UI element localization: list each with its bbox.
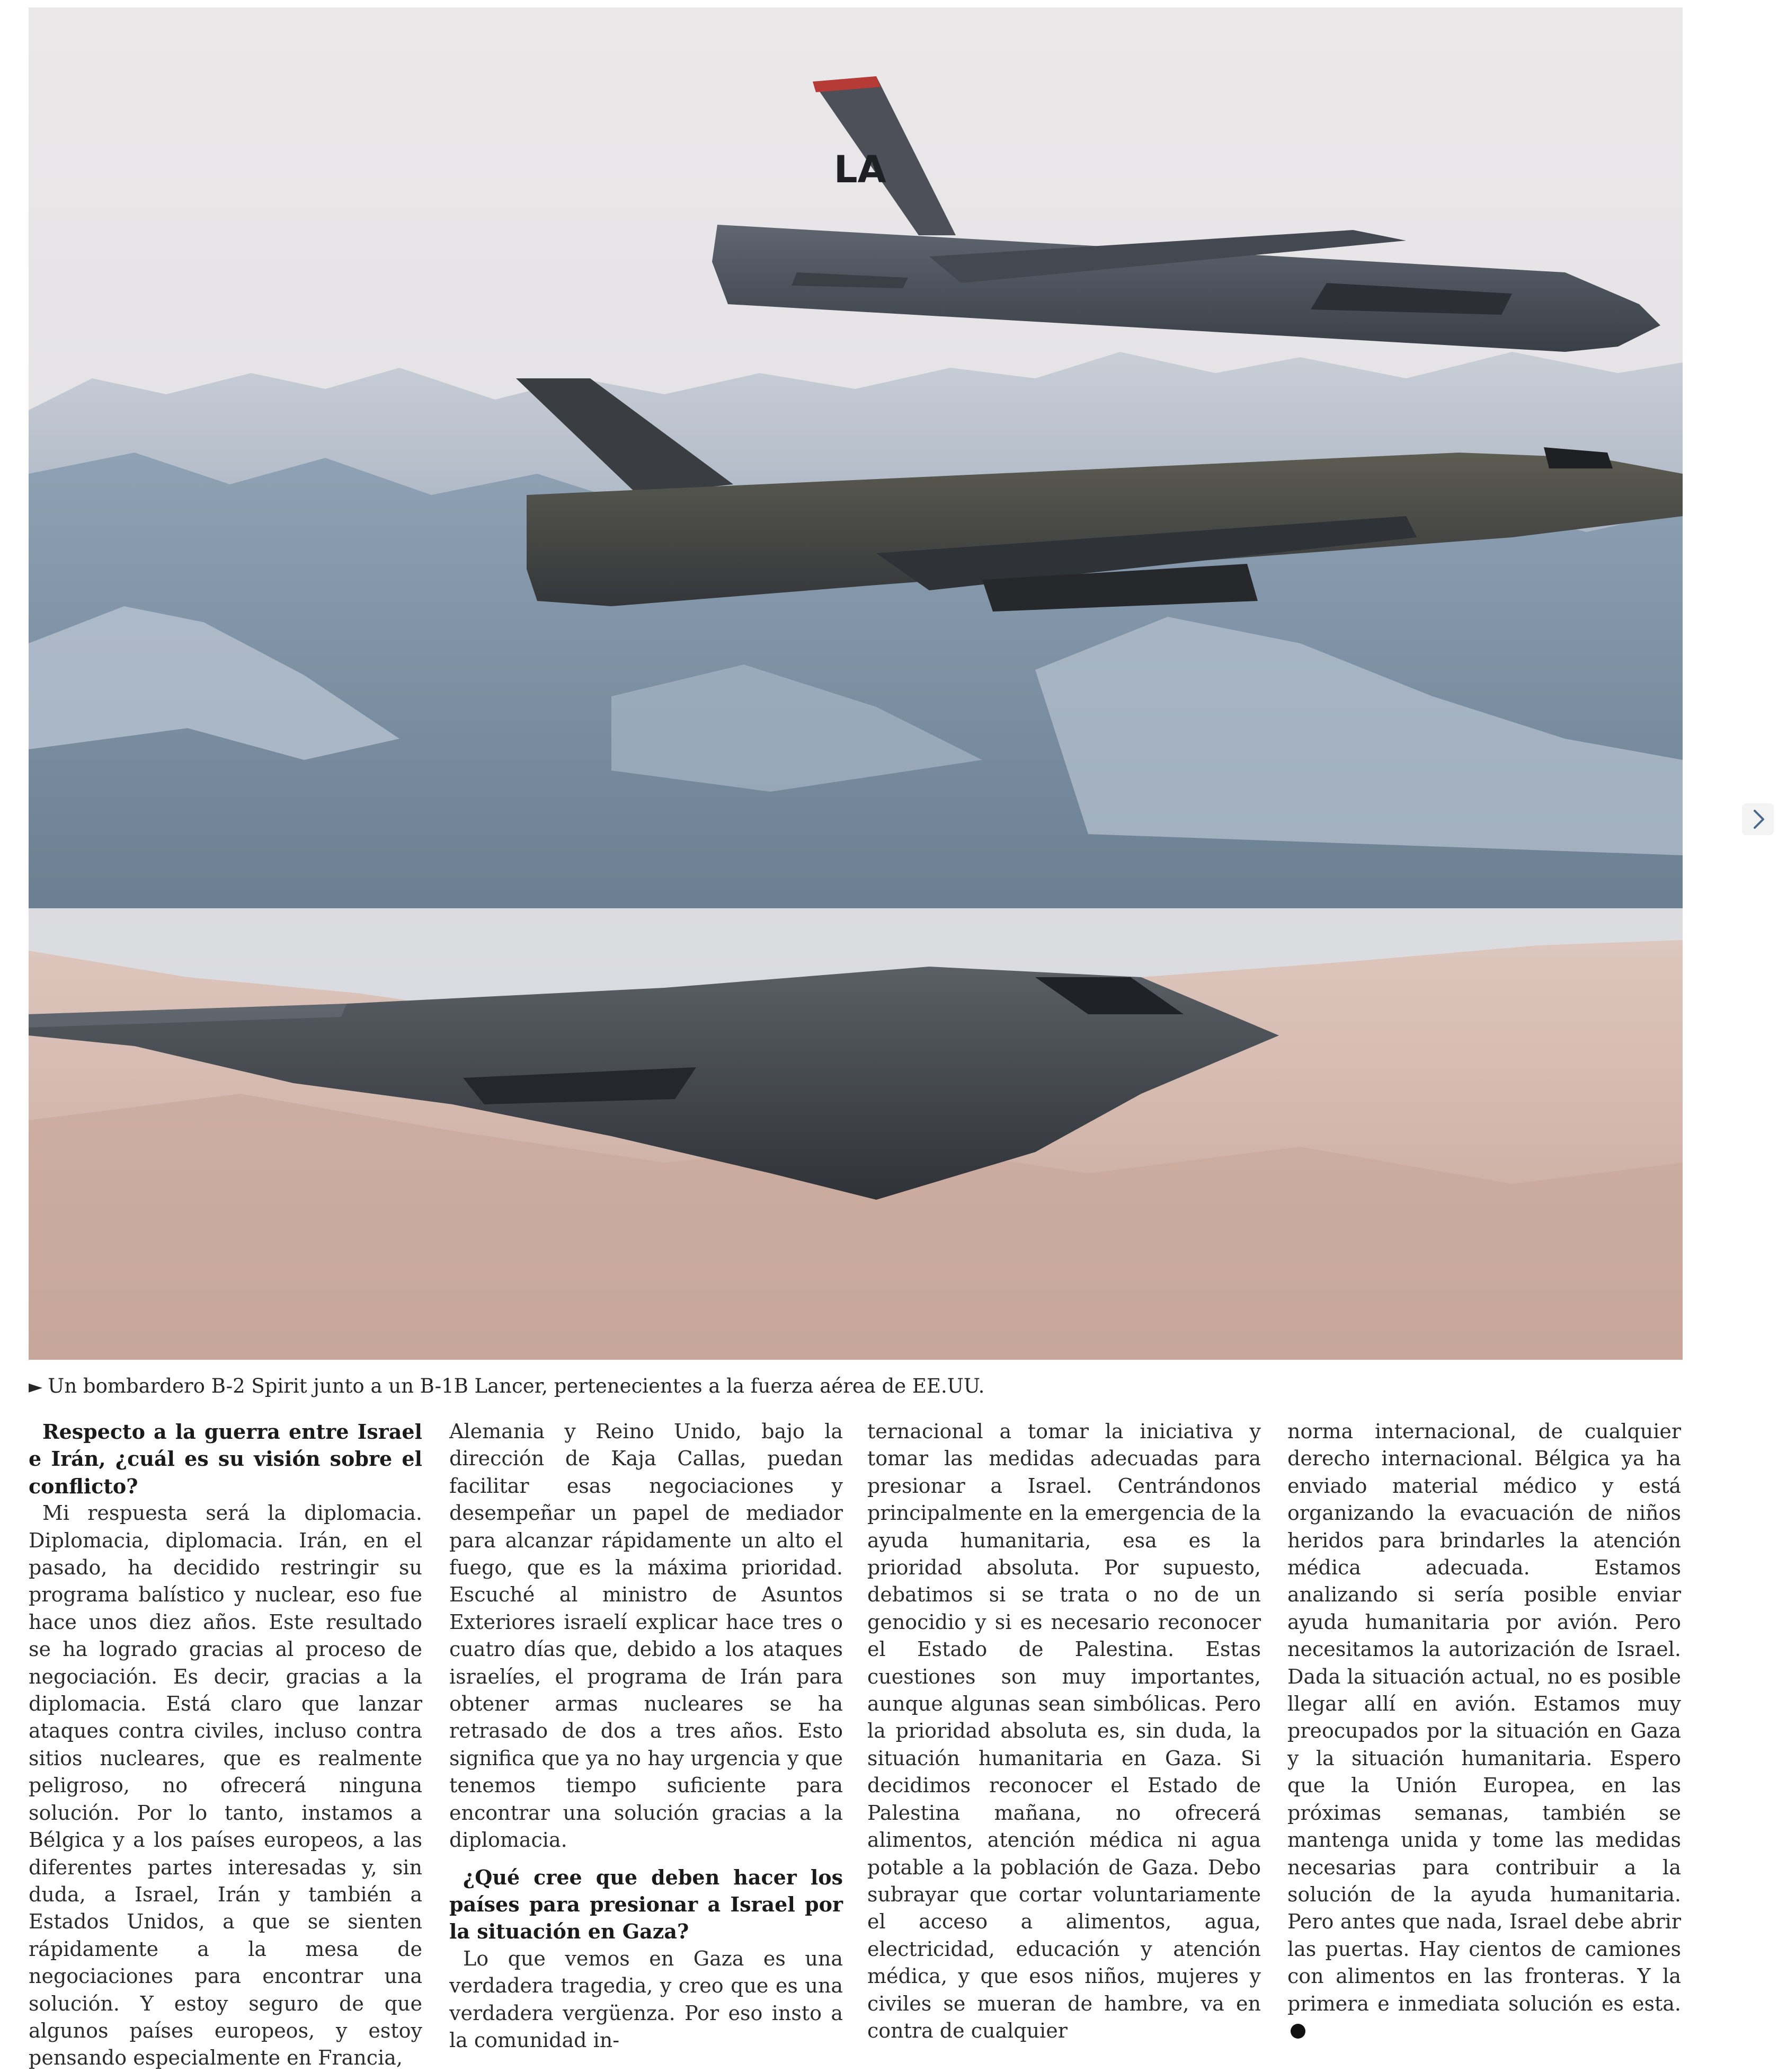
answer-paragraph-1: Mi respuesta será la diplomacia. Diplomacia, diplomacia. Irán, en el pasado, ha decidido restringir su programa balístico y nuclear, eso fue hace unos diez años. Este resultado se ha logrado gracias al proceso de negociación. Es decir, gracias a la diplomacia. Está claro que lanzar ataques contra civiles, incluso contra sitios nucleares, que es realmente peligroso, no ofrecerá ninguna solución. Por lo tanto, instamos a Bélgica y a los países europeos, a las diferentes partes interesadas y, sin duda, a Israel, Irán y también a Estados Unidos, a que se sienten rápidamente a la mesa de negociaciones para encontrar una solución. Y estoy seguro de que algunos países europeos, y estoy pensando especialmente en Francia, [29, 1501, 422, 2070]
article-column-1 [29, 1418, 422, 2070]
tail-code: LA [834, 148, 886, 191]
answer-paragraph-3: Lo que vemos en Gaza es una verdadera tragedia, y creo que es una verdadera vergüenza. Por eso insto a la comunidad in- [449, 1946, 843, 2052]
interview-question-1: Respecto a la guerra entre Israel e Irán, ¿cuál es su visión sobre el conflicto? [29, 1420, 422, 1498]
interview-question-2: ¿Qué cree que deben hacer los países para presionar a Israel por la situación en Gaza? [449, 1865, 843, 1944]
answer-paragraph-5 [1287, 1418, 1681, 2044]
chevron-right-icon [1742, 803, 1774, 835]
end-of-article-dot [1291, 2024, 1305, 2039]
answer-paragraph-4: ternacional a tomar la iniciativa y tomar las medidas adecuadas para presionar a Israel. Centrándonos principalmente en la emergencia de la ayuda humanitaria, esa es la prioridad absoluta. Por supuesto, debatimos si se trata o no de un genocidio y si es necesario reconocer el Estado de Palestina. Estas cuestiones son muy importantes, aunque algunas sean simbólicas. Pero la prioridad absoluta es, sin duda, la situación humanitaria en Gaza. Si decidimos reconocer el Estado de Palestina mañana, no ofrecerá alimentos, atención médica ni agua potable a la población de Gaza. Debo subrayar que cortar voluntariamente el acceso a alimentos, agua, electricidad, educación y atención médica, y que esos niños, mujeres y civiles se mueran de hambre, va en contra de cualquier [867, 1420, 1261, 2042]
answer-paragraph-2: Alemania y Reino Unido, bajo la dirección de Kaja Callas, puedan facilitar esas negociaciones y desempeñar un papel de mediador para alcanzar rápidamente un alto el fuego, que es la máxima prioridad. Escuché al ministro de Asuntos Exteriores israelí explicar hace tres o cuatro días que, debido a los ataques israelíes, el programa de Irán para obtener armas nucleares se ha retrasado de dos a tres años. Esto significa que ya no hay urgencia y que tenemos tiempo suficiente para encontrar una solución gracias a la diplomacia. [449, 1420, 843, 1852]
caption-marker: ► [29, 1376, 43, 1397]
bombers-photo [29, 7, 1683, 1360]
next-page-button[interactable] [1742, 803, 1774, 835]
photo-caption [29, 1370, 1683, 1402]
answer-paragraph-5-text: norma internacional, de cualquier derecho internacional. Bélgica ya ha enviado material médico y está organizando la evacuación de niños heridos para brindarles la atención médica adecuada. Estamos analizando si sería posible enviar ayuda humanitaria por avión. Pero necesitamos la autorización de Israel. Dada la situación actual, no es posible llegar allí en avión. Estamos muy preocupados por la situación en Gaza y la situación humanitaria. Espero que la Unión Europea, en las próximas semanas, también se mantenga unida y tome las medidas necesarias para contribuir a la solución de la ayuda humanitaria. Pero antes que nada, Israel debe abrir las puertas. Hay cientos de camiones con alimentos en las fronteras. Y la primera e inmediata solución es esta. [1287, 1420, 1681, 2015]
article-column-4 [1287, 1418, 1681, 2015]
article-column-2 [449, 1418, 843, 2052]
caption-text: Un bombardero B-2 Spirit junto a un B-1B Lancer, pertenecientes a la fuerza aérea de EE.UU. [48, 1375, 985, 1397]
article-column-3 [867, 1418, 1261, 2042]
